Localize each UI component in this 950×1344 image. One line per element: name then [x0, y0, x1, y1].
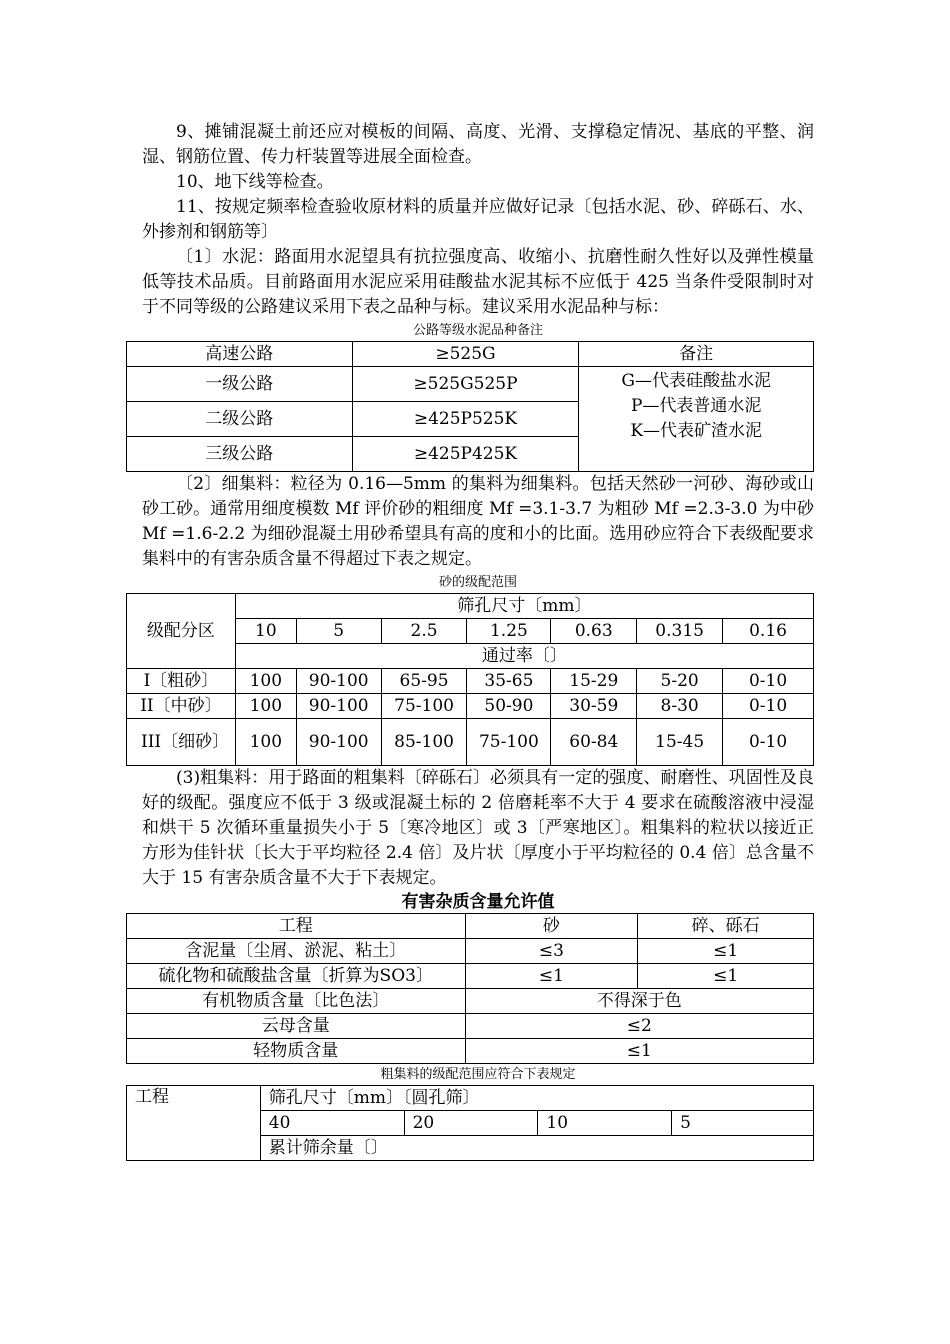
table-cell: 云母含量 — [127, 1014, 466, 1039]
table-header-cell: 砂 — [465, 914, 638, 939]
table-cell: ≤1 — [638, 964, 814, 989]
table-cell: 不得深于色 — [465, 989, 814, 1014]
table-row — [127, 1039, 814, 1064]
table-cell: 65-95 — [381, 669, 467, 694]
table-cell: 含泥量〔尘屑、淤泥、粘土〕 — [127, 939, 466, 964]
table-cell: 0-10 — [723, 694, 814, 719]
table-row — [127, 964, 814, 989]
table-cell: 0-10 — [723, 669, 814, 694]
sieve-size-cell: 10 — [538, 1111, 672, 1136]
table-cell: 60-84 — [551, 719, 637, 766]
table-cell: 有机物质含量〔比色法〕 — [127, 989, 466, 1014]
table-cell: 100 — [235, 694, 296, 719]
sieve-size-cell: 2.5 — [381, 619, 467, 644]
table-header-row — [127, 342, 814, 367]
coarse-grading-table — [126, 1085, 814, 1161]
table-header-row — [127, 1086, 814, 1111]
sand-grading-table — [126, 593, 814, 766]
table-cell: ≤1 — [638, 939, 814, 964]
table-cell: ≥425P425K — [352, 437, 579, 472]
sieve-size-cell: 20 — [404, 1111, 538, 1136]
table-cell: 100 — [235, 669, 296, 694]
table-cell: 90-100 — [296, 719, 381, 766]
table-cell: 90-100 — [296, 669, 381, 694]
sieve-size-cell: 5 — [296, 619, 381, 644]
paragraph-fine-aggregate: 〔2〕细集料：粒径为 0.16—5mm 的集料为细集料。包括天然砂一河砂、海砂或山砂工砂。通常用细度模数 Mf 评价砂的粗细度 Mf =3.1-3.7 为粗砂 Mf =2.3-3.0 为中砂 Mf =1.6-2.2 为细砂混凝土用砂希望具有高的度和小的比面。选用砂应符合下表级配要求集料中的有害杂质含量不得超过下表之规定。 — [142, 474, 814, 569]
cement-table-caption: 公路等级水泥品种备注 — [412, 323, 543, 338]
sieve-size-cell: 0.16 — [723, 619, 814, 644]
table-cell: ≥425P525K — [352, 402, 579, 437]
note-line: K—代表矿渣水泥 — [630, 421, 763, 441]
item-label-cell: 工程 — [127, 1086, 261, 1161]
table-cell: ≤1 — [465, 964, 638, 989]
table-cell: ≥525G525P — [352, 367, 579, 402]
table-cell: 75-100 — [381, 694, 467, 719]
cement-note-cell — [579, 367, 814, 472]
sieve-size-cell: 0.315 — [637, 619, 723, 644]
table-cell: 一级公路 — [127, 367, 353, 402]
table-cell: 90-100 — [296, 694, 381, 719]
table-header-row — [127, 594, 814, 619]
zone-name-cell: II〔中砂〕 — [127, 694, 236, 719]
sieve-size-cell: 40 — [260, 1111, 404, 1136]
note-line: P—代表普通水泥 — [630, 396, 762, 416]
zone-name-cell: I〔粗砂〕 — [127, 669, 236, 694]
table-cell: 15-29 — [551, 669, 637, 694]
table-cell: ≤1 — [465, 1039, 814, 1064]
table-cell: 轻物质含量 — [127, 1039, 466, 1064]
sieve-size-cell: 10 — [235, 619, 296, 644]
sieve-size-cell: 5 — [672, 1111, 814, 1136]
paragraph-item-9: 9、摊铺混凝土前还应对模板的间隔、高度、光滑、支撑稳定情况、基底的平整、润湿、钢筋位置、传力杆装置等进展全面检查。 — [142, 122, 814, 167]
table-cell: 8-30 — [637, 694, 723, 719]
table-header-row — [127, 914, 814, 939]
sieve-size-cell: 0.63 — [551, 619, 637, 644]
table-header-cell: 高速公路 — [127, 342, 353, 367]
table-cell: 100 — [235, 719, 296, 766]
table-cell: 75-100 — [467, 719, 551, 766]
table-header-cell: 备注 — [579, 342, 814, 367]
impurity-table — [126, 913, 814, 1064]
note-line: G—代表硅酸盐水泥 — [621, 371, 771, 391]
table-cell: ≤3 — [465, 939, 638, 964]
table-header-cell: 工程 — [127, 914, 466, 939]
table-row — [127, 989, 814, 1014]
table-row — [127, 669, 814, 694]
table-cell: 15-45 — [637, 719, 723, 766]
table-row — [127, 1014, 814, 1039]
table-cell: 50-90 — [467, 694, 551, 719]
document-page — [135, 120, 814, 1161]
sieve-label-cell: 筛孔尺寸〔mm〕 — [235, 594, 813, 619]
paragraph-item-11: 11、按规定频率检查验收原材料的质量并应做好记录〔包括水泥、砂、碎砾石、水、外掺剂和钢筋等〕 — [142, 197, 814, 242]
table-cell: 30-59 — [551, 694, 637, 719]
table-row — [127, 719, 814, 766]
zone-name-cell: III〔细砂〕 — [127, 719, 236, 766]
sand-table-caption: 砂的级配范围 — [438, 575, 517, 590]
table-cell: 85-100 — [381, 719, 467, 766]
table-cell: 5-20 — [637, 669, 723, 694]
zone-label-cell: 级配分区 — [127, 594, 236, 669]
table-cell: 35-65 — [467, 669, 551, 694]
residue-label-cell: 累计筛余量〔〕 — [260, 1136, 813, 1161]
sieve-label-cell: 筛孔尺寸〔mm〕〔圆孔筛〕 — [260, 1086, 813, 1111]
cement-table — [126, 341, 814, 472]
table-cell: 三级公路 — [127, 437, 353, 472]
table-row — [127, 694, 814, 719]
table-cell: 硫化物和硫酸盐含量〔折算为SO3〕 — [127, 964, 466, 989]
table-row — [127, 939, 814, 964]
impurity-table-caption: 有害杂质含量允许值 — [401, 892, 555, 912]
coarse-table-caption: 粗集料的级配范围应符合下表规定 — [380, 1067, 576, 1082]
pass-rate-label-cell: 通过率〔〕 — [235, 644, 813, 669]
table-header-cell: 碎、砾石 — [638, 914, 814, 939]
sieve-size-cell: 1.25 — [467, 619, 551, 644]
table-cell: ≤2 — [465, 1014, 814, 1039]
paragraph-cement: 〔1〕水泥：路面用水泥望具有抗拉强度高、收缩小、抗磨性耐久性好以及弹性模量低等技术品质。目前路面用水泥应采用硅酸盐水泥其标不应低于 425 当条件受限制时对于不同等级的公路建议采用下表之品种与标。建议采用水泥品种与标： — [142, 247, 814, 317]
paragraph-item-10: 10、地下线等检查。 — [176, 172, 334, 192]
table-cell: 0-10 — [723, 719, 814, 766]
table-cell: 二级公路 — [127, 402, 353, 437]
table-header-cell: ≥525G — [352, 342, 579, 367]
paragraph-coarse-aggregate: (3)粗集料：用于路面的粗集料〔碎砾石〕必须具有一定的强度、耐磨性、巩固性及良好的级配。强度应不低于 3 级或混凝土标的 2 倍磨耗率不大于 4 要求在硫酸溶液中浸湿和烘干 5 次循环重量损失小于 5〔寒冷地区〕或 3〔严寒地区〕。粗集料的粒状以接近正方形为佳针状〔长大于平均粒径 2.4 倍〕及片状〔厚度小于平均粒径的 0.4 倍〕总含量不大于 15 有害杂质含量不大于下表规定。 — [142, 768, 814, 888]
table-row — [127, 367, 814, 402]
